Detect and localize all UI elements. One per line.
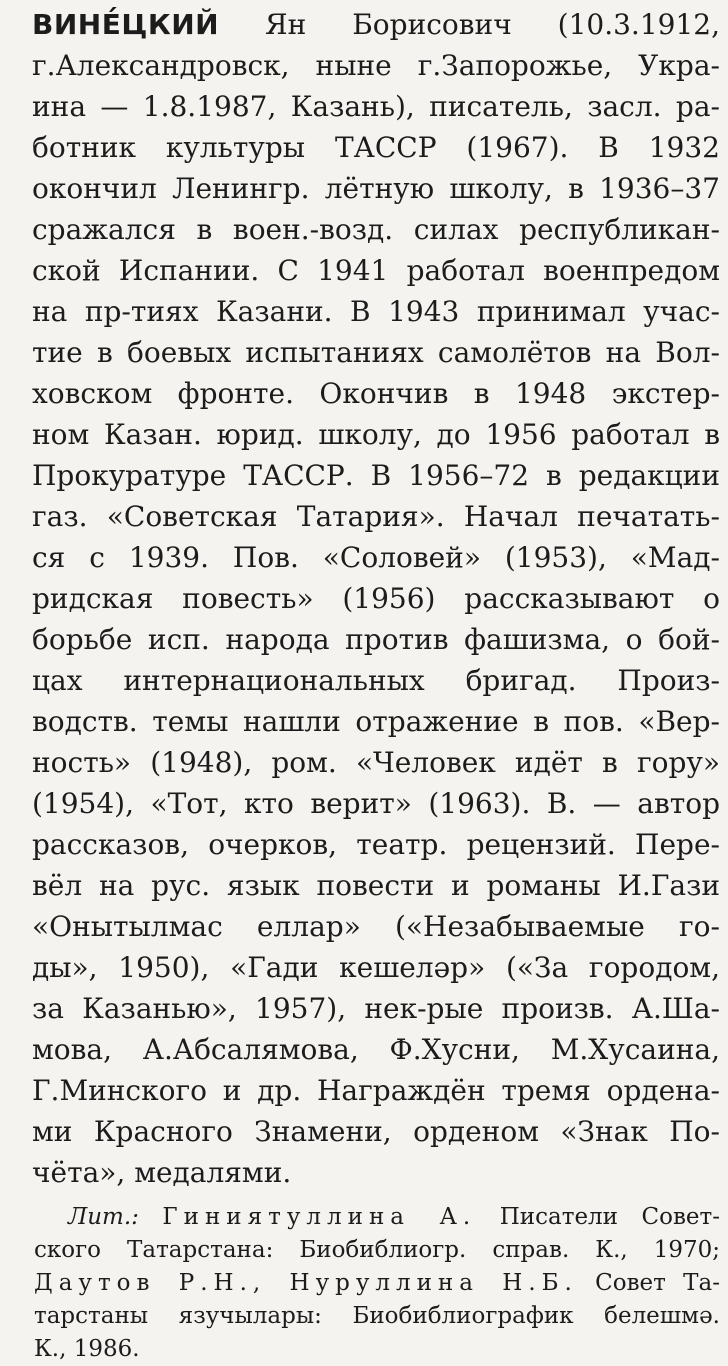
literature-author-1: Гиниятуллина А. bbox=[162, 1204, 477, 1230]
literature-line-4: тарстаны язучылары: Биобиблиографик белешмә. bbox=[34, 1303, 720, 1329]
entry-line: ном Казан. юрид. школу, до 1956 работал в bbox=[32, 418, 720, 451]
literature-line-3-rest: Совет Та- bbox=[577, 1270, 720, 1296]
literature-line-1 bbox=[34, 1201, 720, 1234]
entry-line: ми Красного Знамени, орденом «Знак По- bbox=[32, 1115, 720, 1148]
entry-line: за Казанью», 1957), нек-рые произв. А.Ша- bbox=[32, 992, 720, 1025]
entry-line: рассказов, очерков, театр. рецензий. Пере- bbox=[32, 828, 720, 861]
entry-line: сражался в воен.-возд. силах республикан- bbox=[32, 213, 720, 246]
entry-line: вёл на рус. язык повести и романы И.Гази bbox=[32, 869, 720, 902]
entry-line: мова, А.Абсалямова, Ф.Хусни, М.Хусаина, bbox=[32, 1033, 720, 1066]
entry-line: на пр-тиях Казани. В 1943 принимал учас- bbox=[32, 295, 720, 328]
section-gap bbox=[34, 1193, 720, 1201]
entry-line: цах интернациональных бригад. Произ- bbox=[32, 664, 720, 697]
entry-line: «Онытылмас еллар» («Незабываемые го- bbox=[32, 910, 720, 943]
literature-label: Лит.: bbox=[68, 1204, 139, 1230]
entry-line: газ. «Советская Татария». Начал печатать- bbox=[32, 500, 720, 533]
entry-line-last: чёта», медалями. bbox=[32, 1156, 292, 1189]
entry-line-1-rest: Ян Борисович (10.3.1912, bbox=[219, 8, 720, 41]
literature-line-1-rest: Писатели Совет- bbox=[476, 1204, 720, 1230]
entry-line: ина — 1.8.1987, Казань), писатель, засл. ра- bbox=[32, 90, 720, 123]
entry-line: окончил Ленингр. лётную школу, в 1936–37 bbox=[32, 172, 720, 205]
entry-line: ховском фронте. Окончив в 1948 экстер- bbox=[32, 377, 720, 410]
literature-author-2: Даутов Р.Н., Нуруллина Н.Б. bbox=[34, 1270, 578, 1296]
entry-line: Прокуратуре ТАССР. В 1956–72 в редакции bbox=[32, 459, 720, 492]
entry-line: ридская повесть» (1956) рассказывают о bbox=[32, 582, 720, 615]
entry-line: ся с 1939. Пов. «Соловей» (1953), «Мад- bbox=[32, 541, 720, 574]
entry-line: (1954), «Тот, кто верит» (1963). В. — автор bbox=[32, 787, 720, 820]
literature-line-3 bbox=[34, 1267, 720, 1300]
literature-line-2: ского Татарстана: Биобиблиогр. справ. К., 1970; bbox=[34, 1237, 720, 1263]
literature-line-5: К., 1986. bbox=[34, 1336, 140, 1362]
entry-line-1 bbox=[32, 4, 720, 45]
entry-line: тие в боевых испытаниях самолётов на Вол- bbox=[32, 336, 720, 369]
entry-line: ботник культуры ТАССР (1967). В 1932 bbox=[32, 131, 720, 164]
entry-line: ность» (1948), ром. «Человек идёт в гору» bbox=[32, 746, 720, 779]
entry-line: водств. темы нашли отражение в пов. «Вер- bbox=[32, 705, 720, 738]
entry-line: Г.Минского и др. Награждён тремя ордена- bbox=[32, 1074, 720, 1107]
entry-line: ской Испании. С 1941 работал военпредом bbox=[32, 254, 720, 287]
entry-line: г.Александровск, ныне г.Запорожье, Укра- bbox=[32, 49, 720, 82]
entry-headword: ВИНЕ́ЦКИЙ bbox=[32, 8, 220, 41]
entry-line: борьбе исп. народа против фашизма, о бой- bbox=[32, 623, 720, 656]
entry-line: ды», 1950), «Гади кешеләр» («За городом, bbox=[32, 951, 720, 984]
